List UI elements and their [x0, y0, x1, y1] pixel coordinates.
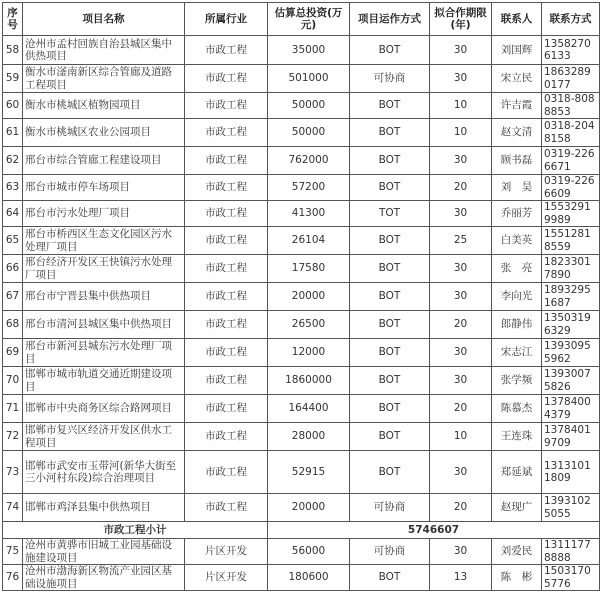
cell-industry: 市政工程	[185, 147, 268, 175]
cell-project-name: 衡水市滏南新区综合管廊及道路工程项目	[23, 65, 185, 93]
cell-mode: BOT	[350, 119, 430, 147]
cell-contact: 刘 昊	[492, 175, 542, 201]
cell-term: 13	[430, 565, 492, 591]
cell-project-name: 邯郸市中央商务区综合路网项目	[23, 395, 185, 423]
cell-contact: 陈慕杰	[492, 395, 542, 423]
cell-project-name: 邢台市清河县城区集中供热项目	[23, 311, 185, 339]
cell-industry: 市政工程	[185, 255, 268, 283]
cell-mode: 可协商	[350, 65, 430, 93]
cell-contact: 白美英	[492, 227, 542, 255]
cell-industry: 市政工程	[185, 175, 268, 201]
cell-no: 69	[3, 339, 23, 367]
col-header-phone: 联系方式	[542, 3, 600, 36]
cell-phone: 0319-2266609	[542, 175, 600, 201]
cell-mode: BOT	[350, 565, 430, 591]
cell-industry: 市政工程	[185, 423, 268, 451]
cell-no: 76	[3, 565, 23, 591]
cell-project-name: 邢台市污水处理厂项目	[23, 201, 185, 227]
cell-industry: 市政工程	[185, 36, 268, 65]
cell-term: 30	[430, 65, 492, 93]
cell-no: 65	[3, 227, 23, 255]
cell-term: 30	[430, 36, 492, 65]
cell-contact: 郎静伟	[492, 311, 542, 339]
cell-term: 30	[430, 255, 492, 283]
table-row	[3, 395, 600, 423]
cell-no: 75	[3, 539, 23, 565]
cell-project-name: 邢台市城市停车场项目	[23, 175, 185, 201]
cell-phone: 13930075826	[542, 367, 600, 395]
cell-no: 70	[3, 367, 23, 395]
cell-contact: 刘国辉	[492, 36, 542, 65]
cell-contact: 王连珠	[492, 423, 542, 451]
col-header-no: 序号	[3, 3, 23, 36]
cell-phone: 15031705776	[542, 565, 600, 591]
cell-phone: 15512818559	[542, 227, 600, 255]
cell-mode: BOT	[350, 227, 430, 255]
table-row	[3, 36, 600, 65]
cell-investment: 1860000	[268, 367, 350, 395]
cell-investment: 762000	[268, 147, 350, 175]
table-row	[3, 367, 600, 395]
cell-mode: BOT	[350, 255, 430, 283]
cell-term: 10	[430, 119, 492, 147]
cell-phone: 13784004379	[542, 395, 600, 423]
cell-mode: 可协商	[350, 494, 430, 522]
cell-mode: BOT	[350, 311, 430, 339]
cell-term: 30	[430, 339, 492, 367]
cell-term: 30	[430, 147, 492, 175]
cell-term: 30	[430, 539, 492, 565]
cell-term: 10	[430, 423, 492, 451]
cell-project-name: 沧州市黄骅市旧城工业园基础设施建设项目	[23, 539, 185, 565]
cell-contact: 赵文清	[492, 119, 542, 147]
cell-investment: 28000	[268, 423, 350, 451]
cell-industry: 市政工程	[185, 494, 268, 522]
cell-mode: BOT	[350, 283, 430, 311]
cell-project-name: 邯郸市复兴区经济开发区供水工程项目	[23, 423, 185, 451]
table-row	[3, 494, 600, 522]
cell-phone: 13503196329	[542, 311, 600, 339]
cell-industry: 市政工程	[185, 201, 268, 227]
table-row	[3, 539, 600, 565]
cell-project-name: 沧州市渤海新区物流产业园区基础设施项目	[23, 565, 185, 591]
cell-no: 63	[3, 175, 23, 201]
cell-mode: BOT	[350, 93, 430, 119]
cell-investment: 50000	[268, 119, 350, 147]
cell-phone: 13582706133	[542, 36, 600, 65]
cell-term: 30	[430, 283, 492, 311]
cell-no: 74	[3, 494, 23, 522]
cell-project-name: 衡水市桃城区农业公园项目	[23, 119, 185, 147]
cell-term: 20	[430, 395, 492, 423]
table-row	[3, 201, 600, 227]
cell-term: 30	[430, 367, 492, 395]
cell-investment: 57200	[268, 175, 350, 201]
cell-term: 10	[430, 93, 492, 119]
cell-mode: BOT	[350, 367, 430, 395]
cell-contact: 许吉霞	[492, 93, 542, 119]
header-row	[3, 3, 600, 36]
cell-phone: 18932951687	[542, 283, 600, 311]
cell-investment: 164400	[268, 395, 350, 423]
col-header-industry: 所属行业	[185, 3, 268, 36]
cell-no: 66	[3, 255, 23, 283]
cell-no: 60	[3, 93, 23, 119]
cell-industry: 市政工程	[185, 93, 268, 119]
cell-investment: 41300	[268, 201, 350, 227]
cell-contact: 乔丽芳	[492, 201, 542, 227]
cell-mode: 可协商	[350, 539, 430, 565]
cell-investment: 180600	[268, 565, 350, 591]
cell-phone: 13930955962	[542, 339, 600, 367]
table-row	[3, 311, 600, 339]
cell-contact: 刘爱民	[492, 539, 542, 565]
subtotal-value: 5746607	[268, 522, 600, 539]
cell-investment: 52915	[268, 451, 350, 494]
cell-contact: 顾书磊	[492, 147, 542, 175]
table-row	[3, 227, 600, 255]
cell-no: 71	[3, 395, 23, 423]
cell-industry: 市政工程	[185, 227, 268, 255]
cell-phone: 15532919989	[542, 201, 600, 227]
cell-project-name: 邯郸市鸡泽县集中供热项目	[23, 494, 185, 522]
cell-investment: 501000	[268, 65, 350, 93]
cell-industry: 市政工程	[185, 339, 268, 367]
cell-project-name: 衡水市桃城区植物园项目	[23, 93, 185, 119]
cell-phone: 13931025055	[542, 494, 600, 522]
cell-phone: 18632890177	[542, 65, 600, 93]
cell-project-name: 邢台经济开发区王快镇污水处理厂项目	[23, 255, 185, 283]
table-row	[3, 119, 600, 147]
cell-investment: 35000	[268, 36, 350, 65]
cell-no: 73	[3, 451, 23, 494]
cell-no: 58	[3, 36, 23, 65]
cell-contact: 宋志江	[492, 339, 542, 367]
cell-phone: 18233017890	[542, 255, 600, 283]
cell-phone: 0318-2048158	[542, 119, 600, 147]
cell-project-name: 邢台市新河县城东污水处理厂项目	[23, 339, 185, 367]
cell-phone: 13131011809	[542, 451, 600, 494]
cell-mode: BOT	[350, 36, 430, 65]
col-header-contact: 联系人	[492, 3, 542, 36]
cell-no: 62	[3, 147, 23, 175]
subtotal-label: 市政工程小计	[3, 522, 268, 539]
cell-project-name: 邢台市宁晋县集中供热项目	[23, 283, 185, 311]
project-table	[2, 2, 600, 591]
cell-mode: BOT	[350, 451, 430, 494]
cell-investment: 56000	[268, 539, 350, 565]
cell-term: 25	[430, 227, 492, 255]
cell-no: 59	[3, 65, 23, 93]
cell-no: 61	[3, 119, 23, 147]
table-row	[3, 93, 600, 119]
cell-investment: 20000	[268, 283, 350, 311]
cell-phone: 0318-8088853	[542, 93, 600, 119]
cell-project-name: 邯郸市城市轨道交通近期建设项目	[23, 367, 185, 395]
table-row	[3, 147, 600, 175]
table-body	[3, 36, 600, 591]
col-header-investment: 估算总投资(万元)	[268, 3, 350, 36]
cell-no: 64	[3, 201, 23, 227]
cell-contact: 郑延斌	[492, 451, 542, 494]
table-row	[3, 283, 600, 311]
cell-term: 20	[430, 494, 492, 522]
cell-contact: 李向光	[492, 283, 542, 311]
cell-mode: BOT	[350, 175, 430, 201]
cell-term: 20	[430, 175, 492, 201]
cell-industry: 市政工程	[185, 283, 268, 311]
cell-mode: TOT	[350, 201, 430, 227]
cell-phone: 13784019709	[542, 423, 600, 451]
cell-industry: 市政工程	[185, 65, 268, 93]
cell-mode: BOT	[350, 147, 430, 175]
cell-investment: 26500	[268, 311, 350, 339]
table-row	[3, 255, 600, 283]
table-row	[3, 65, 600, 93]
cell-investment: 26104	[268, 227, 350, 255]
cell-contact: 赵现广	[492, 494, 542, 522]
cell-industry: 市政工程	[185, 451, 268, 494]
cell-mode: BOT	[350, 395, 430, 423]
table-row	[3, 423, 600, 451]
table-row	[3, 175, 600, 201]
cell-contact: 张 亮	[492, 255, 542, 283]
subtotal-row	[3, 522, 600, 539]
cell-term: 30	[430, 451, 492, 494]
cell-project-name: 邢台市综合管廊工程建设项目	[23, 147, 185, 175]
cell-industry: 片区开发	[185, 539, 268, 565]
table-row	[3, 565, 600, 591]
cell-no: 72	[3, 423, 23, 451]
cell-mode: BOT	[350, 423, 430, 451]
cell-investment: 20000	[268, 494, 350, 522]
cell-phone: 13111778888	[542, 539, 600, 565]
table-row	[3, 339, 600, 367]
cell-industry: 市政工程	[185, 367, 268, 395]
cell-project-name: 邯郸市武安市玉带河(新华大街至三小河村东段)综合治理项目	[23, 451, 185, 494]
cell-industry: 市政工程	[185, 119, 268, 147]
cell-investment: 50000	[268, 93, 350, 119]
cell-no: 68	[3, 311, 23, 339]
cell-phone: 0319-2266671	[542, 147, 600, 175]
cell-project-name: 沧州市孟村回族自治县城区集中供热项目	[23, 36, 185, 65]
table-row	[3, 451, 600, 494]
cell-contact: 陈 彬	[492, 565, 542, 591]
cell-contact: 张学频	[492, 367, 542, 395]
cell-industry: 市政工程	[185, 311, 268, 339]
cell-mode: BOT	[350, 339, 430, 367]
cell-term: 30	[430, 201, 492, 227]
cell-investment: 12000	[268, 339, 350, 367]
col-header-name: 项目名称	[23, 3, 185, 36]
cell-industry: 片区开发	[185, 565, 268, 591]
cell-no: 67	[3, 283, 23, 311]
cell-project-name: 邢台市桥西区生态文化园区污水处理厂项目	[23, 227, 185, 255]
col-header-mode: 项目运作方式	[350, 3, 430, 36]
col-header-term: 拟合作期限(年)	[430, 3, 492, 36]
cell-industry: 市政工程	[185, 395, 268, 423]
cell-investment: 17580	[268, 255, 350, 283]
cell-contact: 宋立民	[492, 65, 542, 93]
cell-term: 20	[430, 311, 492, 339]
